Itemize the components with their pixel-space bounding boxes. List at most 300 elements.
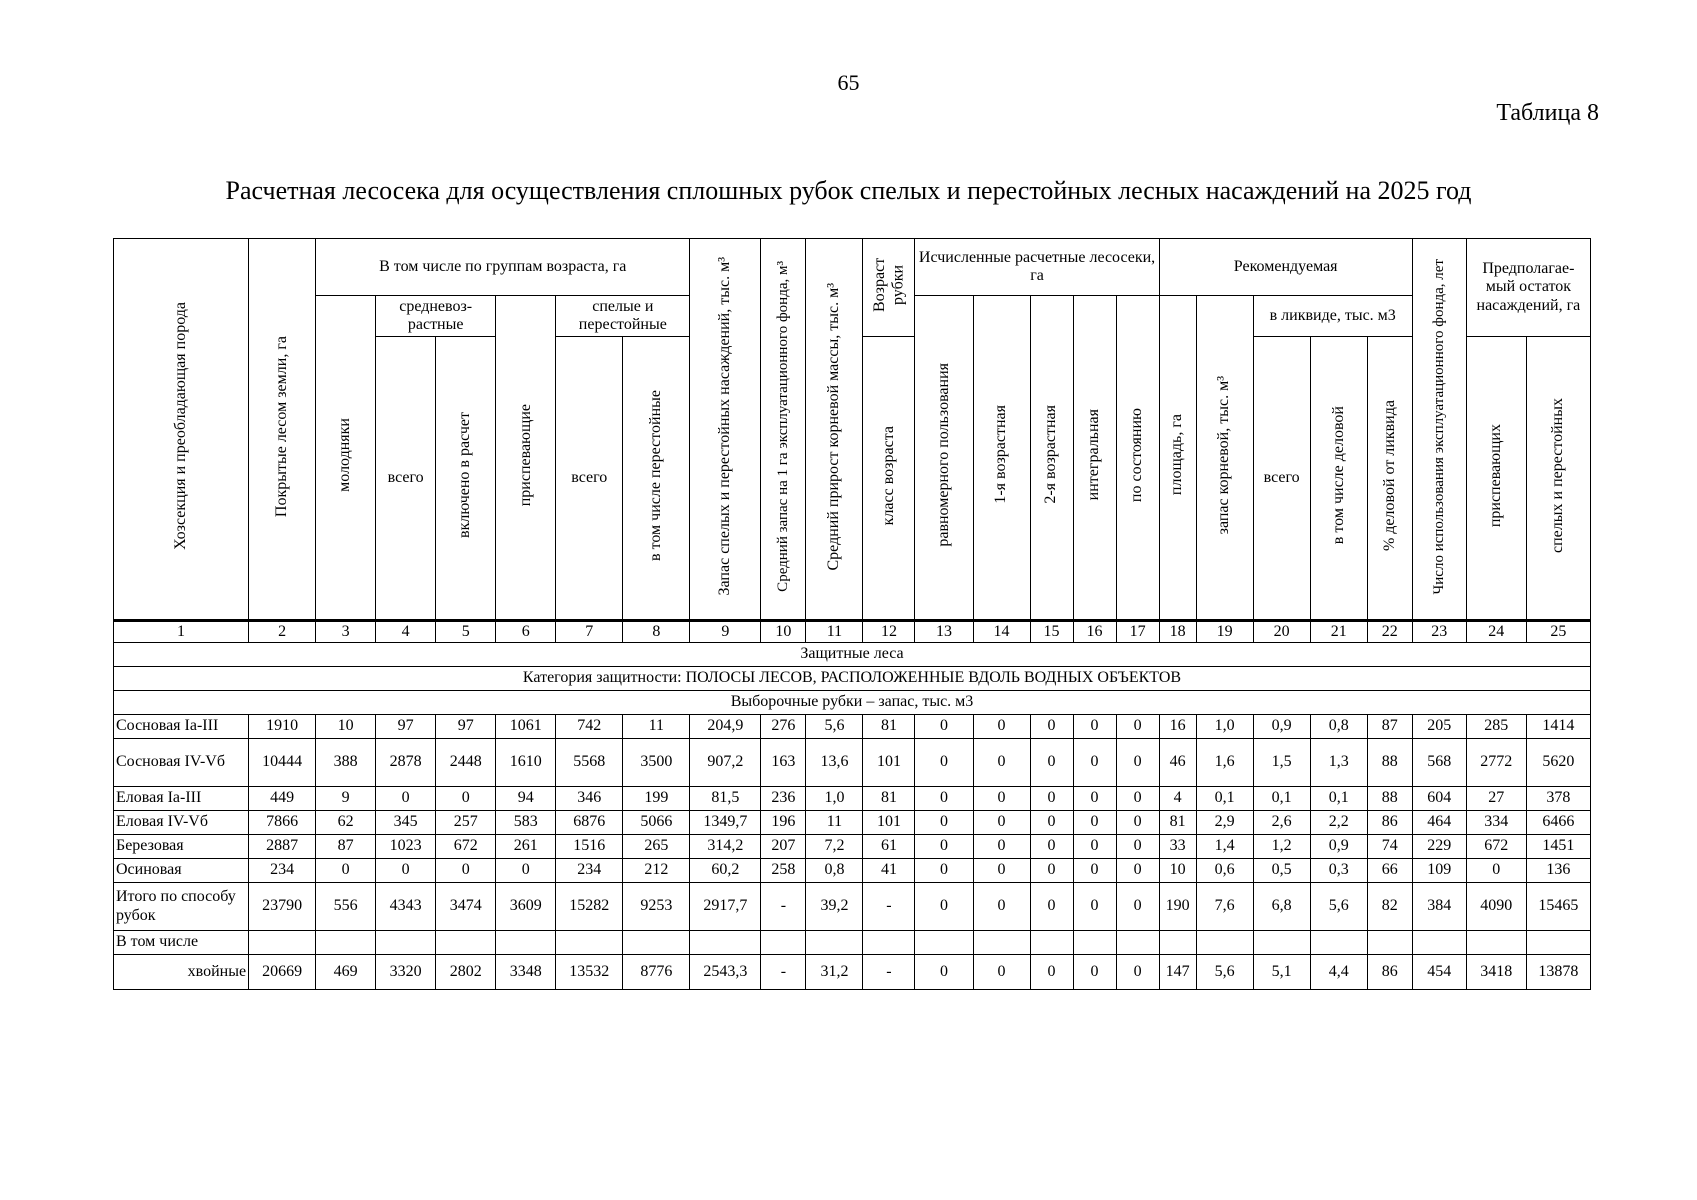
empty-cell bbox=[1030, 931, 1073, 955]
table-cell: 20669 bbox=[249, 955, 316, 990]
table-cell: 5,6 bbox=[1310, 883, 1367, 931]
table-row bbox=[114, 883, 1591, 931]
header-cutting-age: Возраст рубки bbox=[863, 239, 915, 337]
table-cell: 0 bbox=[436, 859, 496, 883]
table-cell: 74 bbox=[1367, 835, 1412, 859]
table-cell: 7,2 bbox=[806, 835, 863, 859]
row-label: Еловая Iа-III bbox=[114, 787, 249, 811]
column-number: 9 bbox=[690, 621, 761, 643]
column-number: 18 bbox=[1159, 621, 1196, 643]
table-cell: 3320 bbox=[376, 955, 436, 990]
empty-cell bbox=[249, 931, 316, 955]
table-cell: 60,2 bbox=[690, 859, 761, 883]
table-cell: 0 bbox=[973, 715, 1030, 739]
table-cell: 204,9 bbox=[690, 715, 761, 739]
table-cell: 11 bbox=[806, 811, 863, 835]
table-cell: 2887 bbox=[249, 835, 316, 859]
table-cell: 0 bbox=[1030, 955, 1073, 990]
table-cell: 1,6 bbox=[1196, 739, 1253, 787]
table-cell: 0 bbox=[1073, 955, 1116, 990]
table-cell: 88 bbox=[1367, 787, 1412, 811]
table-cell: 11 bbox=[623, 715, 690, 739]
empty-cell bbox=[863, 931, 915, 955]
table-cell: 0 bbox=[1116, 715, 1159, 739]
table-cell: 0 bbox=[1466, 859, 1526, 883]
empty-cell bbox=[1412, 931, 1466, 955]
table-cell: 196 bbox=[761, 811, 806, 835]
table-cell: 1451 bbox=[1526, 835, 1590, 859]
table-cell: 0 bbox=[973, 859, 1030, 883]
column-number: 23 bbox=[1412, 621, 1466, 643]
table-cell: 0 bbox=[1073, 835, 1116, 859]
table-cell: 0 bbox=[1030, 787, 1073, 811]
table-cell: 5,6 bbox=[1196, 955, 1253, 990]
header-col-16: интегральная bbox=[1073, 296, 1116, 621]
page-number: 65 bbox=[837, 70, 860, 95]
table-cell: 1,0 bbox=[1196, 715, 1253, 739]
table-cell: 207 bbox=[761, 835, 806, 859]
table-cell: 10 bbox=[316, 715, 376, 739]
table-cell: 6876 bbox=[556, 811, 623, 835]
column-number: 5 bbox=[436, 621, 496, 643]
table-cell: 15282 bbox=[556, 883, 623, 931]
header-remaining-stands: Предполагае-мый остаток насаждений, га bbox=[1466, 239, 1590, 337]
column-number: 7 bbox=[556, 621, 623, 643]
table-cell: 3474 bbox=[436, 883, 496, 931]
table-cell: 449 bbox=[249, 787, 316, 811]
row-label: Итого по способу рубок bbox=[114, 883, 249, 931]
header-col-23: Число использования эксплуатационного фонда, лет bbox=[1412, 239, 1466, 621]
table-cell: 0 bbox=[973, 811, 1030, 835]
table-cell: 0 bbox=[316, 859, 376, 883]
table-row bbox=[114, 835, 1591, 859]
table-cell: 86 bbox=[1367, 955, 1412, 990]
table-cell: 4,4 bbox=[1310, 955, 1367, 990]
header-col-14: 1-я возрастная bbox=[973, 296, 1030, 621]
column-number: 2 bbox=[249, 621, 316, 643]
table-cell: 8776 bbox=[623, 955, 690, 990]
table-cell: - bbox=[761, 883, 806, 931]
table-cell: 1414 bbox=[1526, 715, 1590, 739]
band-protection-category: Категория защитности: ПОЛОСЫ ЛЕСОВ, РАСПОЛОЖЕННЫЕ ВДОЛЬ ВОДНЫХ ОБЪЕКТОВ bbox=[114, 667, 1591, 691]
table-cell: 13532 bbox=[556, 955, 623, 990]
header-col-25: спелых и перестойных bbox=[1526, 337, 1590, 621]
table-cell: 205 bbox=[1412, 715, 1466, 739]
empty-cell bbox=[1466, 931, 1526, 955]
empty-cell bbox=[376, 931, 436, 955]
table-cell: 0 bbox=[1030, 811, 1073, 835]
header-col-12: класс возраста bbox=[863, 337, 915, 621]
table-row bbox=[114, 859, 1591, 883]
header-col-11: Средний прирост корневой массы, тыс. м³ bbox=[806, 239, 863, 621]
empty-cell bbox=[806, 931, 863, 955]
column-number: 6 bbox=[496, 621, 556, 643]
allowable-cut-table bbox=[113, 238, 1591, 990]
table-cell: 15465 bbox=[1526, 883, 1590, 931]
table-cell: 16 bbox=[1159, 715, 1196, 739]
empty-cell bbox=[973, 931, 1030, 955]
table-cell: 0 bbox=[915, 811, 973, 835]
table-cell: 469 bbox=[316, 955, 376, 990]
header-liquid: в ликвиде, тыс. м3 bbox=[1253, 296, 1412, 337]
empty-cell bbox=[1159, 931, 1196, 955]
table-cell: 1610 bbox=[496, 739, 556, 787]
table-cell: 86 bbox=[1367, 811, 1412, 835]
table-cell: 62 bbox=[316, 811, 376, 835]
table-cell: 6,8 bbox=[1253, 883, 1310, 931]
header-col-9: Запас спелых и перестойных насаждений, тыс. м³ bbox=[690, 239, 761, 621]
header-col-3: молодняки bbox=[316, 296, 376, 621]
table-cell: 4 bbox=[1159, 787, 1196, 811]
table-cell: 5066 bbox=[623, 811, 690, 835]
table-cell: 0 bbox=[1030, 739, 1073, 787]
table-cell: 5620 bbox=[1526, 739, 1590, 787]
column-number: 25 bbox=[1526, 621, 1590, 643]
header-col-6: приспевающие bbox=[496, 296, 556, 621]
table-cell: 7,6 bbox=[1196, 883, 1253, 931]
header-col-10: Средний запас на 1 га эксплуатационного фонда, м³ bbox=[761, 239, 806, 621]
table-cell: 0 bbox=[1116, 883, 1159, 931]
header-col-4: всего bbox=[376, 337, 436, 621]
table-cell: 13,6 bbox=[806, 739, 863, 787]
empty-cell bbox=[316, 931, 376, 955]
table-cell: 23790 bbox=[249, 883, 316, 931]
table-cell: 13878 bbox=[1526, 955, 1590, 990]
table-cell: 1349,7 bbox=[690, 811, 761, 835]
table-cell: 0 bbox=[1030, 859, 1073, 883]
empty-cell bbox=[623, 931, 690, 955]
table-cell: 2448 bbox=[436, 739, 496, 787]
table-cell: 199 bbox=[623, 787, 690, 811]
column-number: 12 bbox=[863, 621, 915, 643]
header-col-20: всего bbox=[1253, 337, 1310, 621]
table-cell: 147 bbox=[1159, 955, 1196, 990]
header-calculated-cuts: Исчисленные расчетные лесосеки, га bbox=[915, 239, 1159, 296]
table-cell: 345 bbox=[376, 811, 436, 835]
table-cell: 261 bbox=[496, 835, 556, 859]
table-row bbox=[114, 787, 1591, 811]
empty-cell bbox=[1310, 931, 1367, 955]
row-label: Осиновая bbox=[114, 859, 249, 883]
table-cell: 6466 bbox=[1526, 811, 1590, 835]
table-cell: 672 bbox=[1466, 835, 1526, 859]
table-cell: 212 bbox=[623, 859, 690, 883]
table-cell: 604 bbox=[1412, 787, 1466, 811]
table-cell: 5,1 bbox=[1253, 955, 1310, 990]
empty-cell bbox=[436, 931, 496, 955]
table-cell: 276 bbox=[761, 715, 806, 739]
table-cell: 10 bbox=[1159, 859, 1196, 883]
table-cell: 0 bbox=[915, 859, 973, 883]
table-cell: 265 bbox=[623, 835, 690, 859]
header-col-22: % деловой от ликвида bbox=[1367, 337, 1412, 621]
table-cell: 2543,3 bbox=[690, 955, 761, 990]
table-cell: 97 bbox=[376, 715, 436, 739]
table-cell: - bbox=[863, 883, 915, 931]
empty-cell bbox=[761, 931, 806, 955]
table-cell: 0 bbox=[1073, 811, 1116, 835]
table-cell: 5568 bbox=[556, 739, 623, 787]
table-cell: 2,9 bbox=[1196, 811, 1253, 835]
band-cutting-method: Выборочные рубки – запас, тыс. м3 bbox=[114, 691, 1591, 715]
row-label: Еловая IV-Vб bbox=[114, 811, 249, 835]
table-cell: 672 bbox=[436, 835, 496, 859]
table-row bbox=[114, 715, 1591, 739]
table-cell: 454 bbox=[1412, 955, 1466, 990]
table-cell: 0 bbox=[376, 787, 436, 811]
table-cell: 41 bbox=[863, 859, 915, 883]
table-cell: 1910 bbox=[249, 715, 316, 739]
table-cell: 94 bbox=[496, 787, 556, 811]
table-cell: 0,5 bbox=[1253, 859, 1310, 883]
table-cell: 81,5 bbox=[690, 787, 761, 811]
column-number: 20 bbox=[1253, 621, 1310, 643]
table-cell: 2,2 bbox=[1310, 811, 1367, 835]
table-cell: 4090 bbox=[1466, 883, 1526, 931]
table-cell: 87 bbox=[1367, 715, 1412, 739]
table-cell: 0 bbox=[1116, 787, 1159, 811]
header-middle-aged: средневоз-растные bbox=[376, 296, 496, 337]
table-cell: 1516 bbox=[556, 835, 623, 859]
table-cell: 285 bbox=[1466, 715, 1526, 739]
table-cell: 742 bbox=[556, 715, 623, 739]
table-cell: 2772 bbox=[1466, 739, 1526, 787]
column-number: 22 bbox=[1367, 621, 1412, 643]
table-cell: 0,3 bbox=[1310, 859, 1367, 883]
table-cell: 907,2 bbox=[690, 739, 761, 787]
row-label: В том числе bbox=[114, 931, 249, 955]
column-number: 4 bbox=[376, 621, 436, 643]
empty-cell bbox=[1526, 931, 1590, 955]
header-col-18: площадь, га bbox=[1159, 296, 1196, 621]
table-cell: 0 bbox=[973, 883, 1030, 931]
table-cell: 0 bbox=[496, 859, 556, 883]
table-cell: 2802 bbox=[436, 955, 496, 990]
header-col-7: всего bbox=[556, 337, 623, 621]
table-cell: 0,1 bbox=[1310, 787, 1367, 811]
table-cell: 3418 bbox=[1466, 955, 1526, 990]
column-numbers-row bbox=[114, 621, 1591, 643]
header-col-1: Хозсекция и преобладающая порода bbox=[114, 239, 249, 621]
table-cell: 0 bbox=[1073, 859, 1116, 883]
header-col-19: запас корневой, тыс. м³ bbox=[1196, 296, 1253, 621]
table-cell: 0,1 bbox=[1253, 787, 1310, 811]
table-cell: 87 bbox=[316, 835, 376, 859]
column-number: 1 bbox=[114, 621, 249, 643]
table-cell: 66 bbox=[1367, 859, 1412, 883]
column-number: 16 bbox=[1073, 621, 1116, 643]
table-cell: 3348 bbox=[496, 955, 556, 990]
table-row bbox=[114, 931, 1591, 955]
header-col-13: равномерного пользования bbox=[915, 296, 973, 621]
table-cell: 0 bbox=[436, 787, 496, 811]
table-cell: 1,4 bbox=[1196, 835, 1253, 859]
table-label: Таблица 8 bbox=[1496, 100, 1599, 126]
table-cell: 1,3 bbox=[1310, 739, 1367, 787]
table-cell: 0 bbox=[915, 955, 973, 990]
table-cell: 82 bbox=[1367, 883, 1412, 931]
table-cell: 101 bbox=[863, 811, 915, 835]
empty-cell bbox=[915, 931, 973, 955]
table-cell: 0 bbox=[1073, 787, 1116, 811]
table-cell: 0,8 bbox=[1310, 715, 1367, 739]
table-cell: 378 bbox=[1526, 787, 1590, 811]
table-cell: 0 bbox=[1030, 715, 1073, 739]
column-number: 24 bbox=[1466, 621, 1526, 643]
table-cell: 61 bbox=[863, 835, 915, 859]
table-cell: 10444 bbox=[249, 739, 316, 787]
table-cell: 2878 bbox=[376, 739, 436, 787]
column-number: 15 bbox=[1030, 621, 1073, 643]
table-cell: 314,2 bbox=[690, 835, 761, 859]
band-protective-forests: Защитные леса bbox=[114, 643, 1591, 667]
table-cell: 0 bbox=[915, 787, 973, 811]
column-number: 13 bbox=[915, 621, 973, 643]
empty-cell bbox=[1116, 931, 1159, 955]
table-cell: 0 bbox=[1073, 739, 1116, 787]
page-title: Расчетная лесосека для осуществления сплошных рубок спелых и перестойных лесных насаждений на 2025 год bbox=[225, 176, 1472, 205]
table-cell: 257 bbox=[436, 811, 496, 835]
table-cell: 9253 bbox=[623, 883, 690, 931]
column-number: 8 bbox=[623, 621, 690, 643]
table-cell: 258 bbox=[761, 859, 806, 883]
table-cell: 0 bbox=[915, 715, 973, 739]
header-recommended: Рекомендуемая bbox=[1159, 239, 1412, 296]
column-number: 11 bbox=[806, 621, 863, 643]
table-cell: 234 bbox=[556, 859, 623, 883]
header-col-15: 2-я возрастная bbox=[1030, 296, 1073, 621]
header-col-21: в том числе деловой bbox=[1310, 337, 1367, 621]
table-cell: 0 bbox=[1116, 835, 1159, 859]
table-cell: - bbox=[863, 955, 915, 990]
table-cell: 346 bbox=[556, 787, 623, 811]
table-cell: 97 bbox=[436, 715, 496, 739]
row-label: Сосновая Iа-III bbox=[114, 715, 249, 739]
header-col-2: Покрытые лесом земли, га bbox=[249, 239, 316, 621]
table-cell: 1,2 bbox=[1253, 835, 1310, 859]
table-row bbox=[114, 811, 1591, 835]
table-cell: 236 bbox=[761, 787, 806, 811]
empty-cell bbox=[496, 931, 556, 955]
table-cell: 0,9 bbox=[1253, 715, 1310, 739]
empty-cell bbox=[1367, 931, 1412, 955]
table-cell: 1061 bbox=[496, 715, 556, 739]
table-cell: 9 bbox=[316, 787, 376, 811]
table-cell: 136 bbox=[1526, 859, 1590, 883]
table-cell: 46 bbox=[1159, 739, 1196, 787]
table-cell: 229 bbox=[1412, 835, 1466, 859]
header-col-5: включено в расчет bbox=[436, 337, 496, 621]
table-cell: 0,1 bbox=[1196, 787, 1253, 811]
empty-cell bbox=[1253, 931, 1310, 955]
table-cell: 4343 bbox=[376, 883, 436, 931]
row-label: хвойные bbox=[114, 955, 249, 990]
table-cell: 1023 bbox=[376, 835, 436, 859]
table-row bbox=[114, 955, 1591, 990]
table-cell: 583 bbox=[496, 811, 556, 835]
table-cell: 334 bbox=[1466, 811, 1526, 835]
table-cell: 163 bbox=[761, 739, 806, 787]
table-cell: 2,6 bbox=[1253, 811, 1310, 835]
column-number: 19 bbox=[1196, 621, 1253, 643]
table-cell: 0 bbox=[1116, 739, 1159, 787]
table-cell: 2917,7 bbox=[690, 883, 761, 931]
table-cell: 81 bbox=[1159, 811, 1196, 835]
table-cell: 109 bbox=[1412, 859, 1466, 883]
table-cell: 0 bbox=[973, 739, 1030, 787]
table-cell: 0 bbox=[973, 835, 1030, 859]
row-label: Березовая bbox=[114, 835, 249, 859]
table-cell: 88 bbox=[1367, 739, 1412, 787]
table-cell: 27 bbox=[1466, 787, 1526, 811]
table-cell: 0 bbox=[915, 739, 973, 787]
table-cell: 464 bbox=[1412, 811, 1466, 835]
column-number: 21 bbox=[1310, 621, 1367, 643]
table-cell: 234 bbox=[249, 859, 316, 883]
table-cell: 0 bbox=[915, 883, 973, 931]
empty-cell bbox=[556, 931, 623, 955]
empty-cell bbox=[690, 931, 761, 955]
table-cell: 0,8 bbox=[806, 859, 863, 883]
table-cell: 101 bbox=[863, 739, 915, 787]
table-cell: 0 bbox=[1030, 835, 1073, 859]
table-cell: 7866 bbox=[249, 811, 316, 835]
table-cell: 0 bbox=[973, 955, 1030, 990]
table-cell: 388 bbox=[316, 739, 376, 787]
table-cell: 81 bbox=[863, 787, 915, 811]
table-cell: 384 bbox=[1412, 883, 1466, 931]
table-cell: 0 bbox=[915, 835, 973, 859]
empty-cell bbox=[1196, 931, 1253, 955]
table-cell: 0 bbox=[973, 787, 1030, 811]
table-cell: 0 bbox=[1073, 715, 1116, 739]
table-cell: 0,9 bbox=[1310, 835, 1367, 859]
table-cell: 0 bbox=[1073, 883, 1116, 931]
table-cell: 0 bbox=[376, 859, 436, 883]
table-cell: 3500 bbox=[623, 739, 690, 787]
header-col-24: приспевающих bbox=[1466, 337, 1526, 621]
table-cell: 81 bbox=[863, 715, 915, 739]
header-age-groups: В том числе по группам возраста, га bbox=[316, 239, 690, 296]
table-row bbox=[114, 739, 1591, 787]
table-cell: 0 bbox=[1116, 859, 1159, 883]
table-cell: 1,0 bbox=[806, 787, 863, 811]
column-number: 17 bbox=[1116, 621, 1159, 643]
table-cell: 0 bbox=[1116, 955, 1159, 990]
table-cell: 556 bbox=[316, 883, 376, 931]
column-number: 3 bbox=[316, 621, 376, 643]
row-label: Сосновая IV-Vб bbox=[114, 739, 249, 787]
header-col-8: в том числе перестойные bbox=[623, 337, 690, 621]
table-cell: 31,2 bbox=[806, 955, 863, 990]
table-cell: 33 bbox=[1159, 835, 1196, 859]
table-cell: 1,5 bbox=[1253, 739, 1310, 787]
table-cell: 5,6 bbox=[806, 715, 863, 739]
header-col-17: по состоянию bbox=[1116, 296, 1159, 621]
column-number: 14 bbox=[973, 621, 1030, 643]
column-number: 10 bbox=[761, 621, 806, 643]
table-cell: 0,6 bbox=[1196, 859, 1253, 883]
table-cell: 190 bbox=[1159, 883, 1196, 931]
table-cell: 3609 bbox=[496, 883, 556, 931]
table-cell: - bbox=[761, 955, 806, 990]
header-mature: спелые и перестойные bbox=[556, 296, 690, 337]
table-cell: 568 bbox=[1412, 739, 1466, 787]
table-cell: 0 bbox=[1030, 883, 1073, 931]
table-cell: 39,2 bbox=[806, 883, 863, 931]
empty-cell bbox=[1073, 931, 1116, 955]
table-cell: 0 bbox=[1116, 811, 1159, 835]
